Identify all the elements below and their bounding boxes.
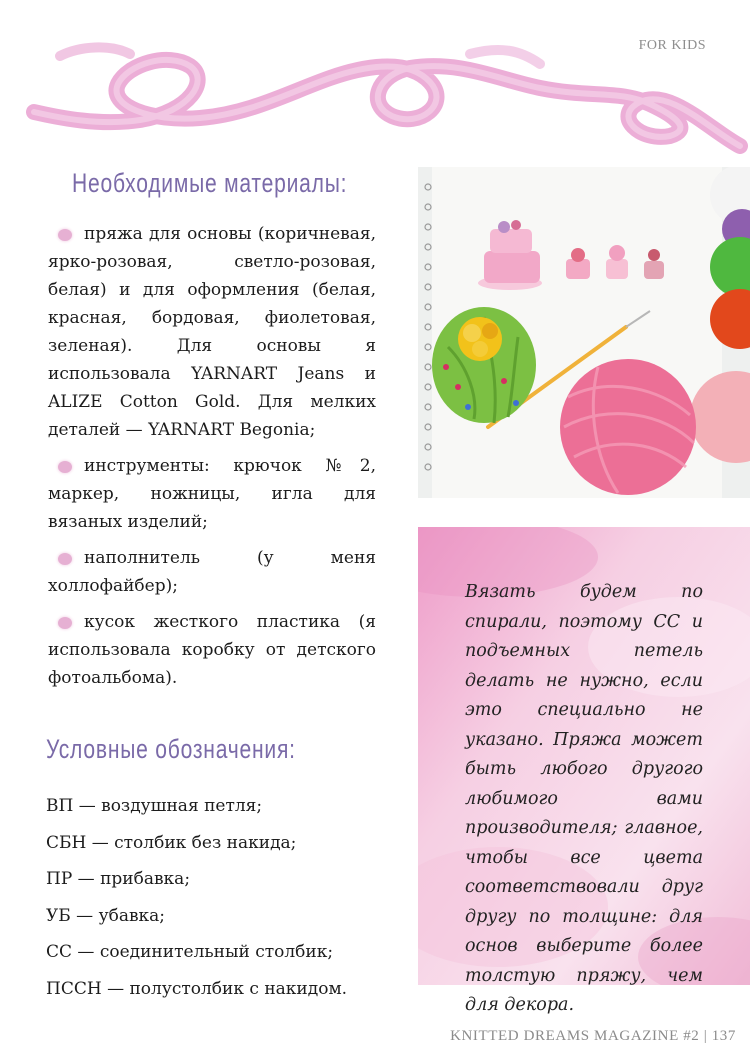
legend-list: [46, 788, 347, 1008]
list-item: кусок жесткого пластика (я использовала коробку от детского фотоальбома).: [48, 612, 376, 688]
legend-item: ПССН — полустолбик с накидом.: [46, 978, 348, 999]
list-item: наполнитель (у меня холлофайбер);: [48, 548, 376, 596]
yarn-photo: [418, 167, 750, 498]
list-item: инструменты: крючок №2, маркер, ножницы, игла для вязаных изделий;: [48, 456, 376, 532]
legend-item: ПР — прибавка;: [46, 869, 191, 890]
list-item: пряжа для основы (коричневая, ярко-розовая, светло-розовая, белая) и для оформления (белая, красная, бордовая, фиолетовая, зеленая). Для основы я использовала YARNART Jeans и ALIZE Cotton Gold. Для мелких деталей — YARNART Begonia;: [48, 224, 376, 440]
legend-heading: Условные обозначения:: [46, 734, 296, 764]
bullet-icon: [58, 553, 72, 565]
legend-item: ВП — воздушная петля;: [46, 796, 263, 816]
materials-heading: Необходимые материалы:: [72, 168, 348, 198]
section-label: FOR KIDS: [638, 38, 706, 53]
page-footer: KNITTED DREAMS MAGAZINE #2 | 137: [450, 1028, 736, 1044]
legend-item: УБ — убавка;: [46, 905, 166, 926]
legend-item: СБН — столбик без накида;: [46, 832, 297, 853]
bullet-icon: [58, 229, 72, 241]
ribbon-decoration: [0, 20, 750, 160]
materials-list: [48, 220, 376, 700]
bullet-icon: [58, 617, 72, 629]
legend-item: СС — соединительный столбик;: [46, 942, 334, 963]
bullet-icon: [58, 461, 72, 473]
note-text: Вязать будем по спирали, поэтому СС и подъемных петель делать не нужно, если это специально не указано. Пряжа может быть любого другого любимого вами производителя; главное, чтобы все цвета соответствовали друг другу по толщине: для основ выберите более толстую пряжу, чем для декора.: [465, 582, 703, 1015]
